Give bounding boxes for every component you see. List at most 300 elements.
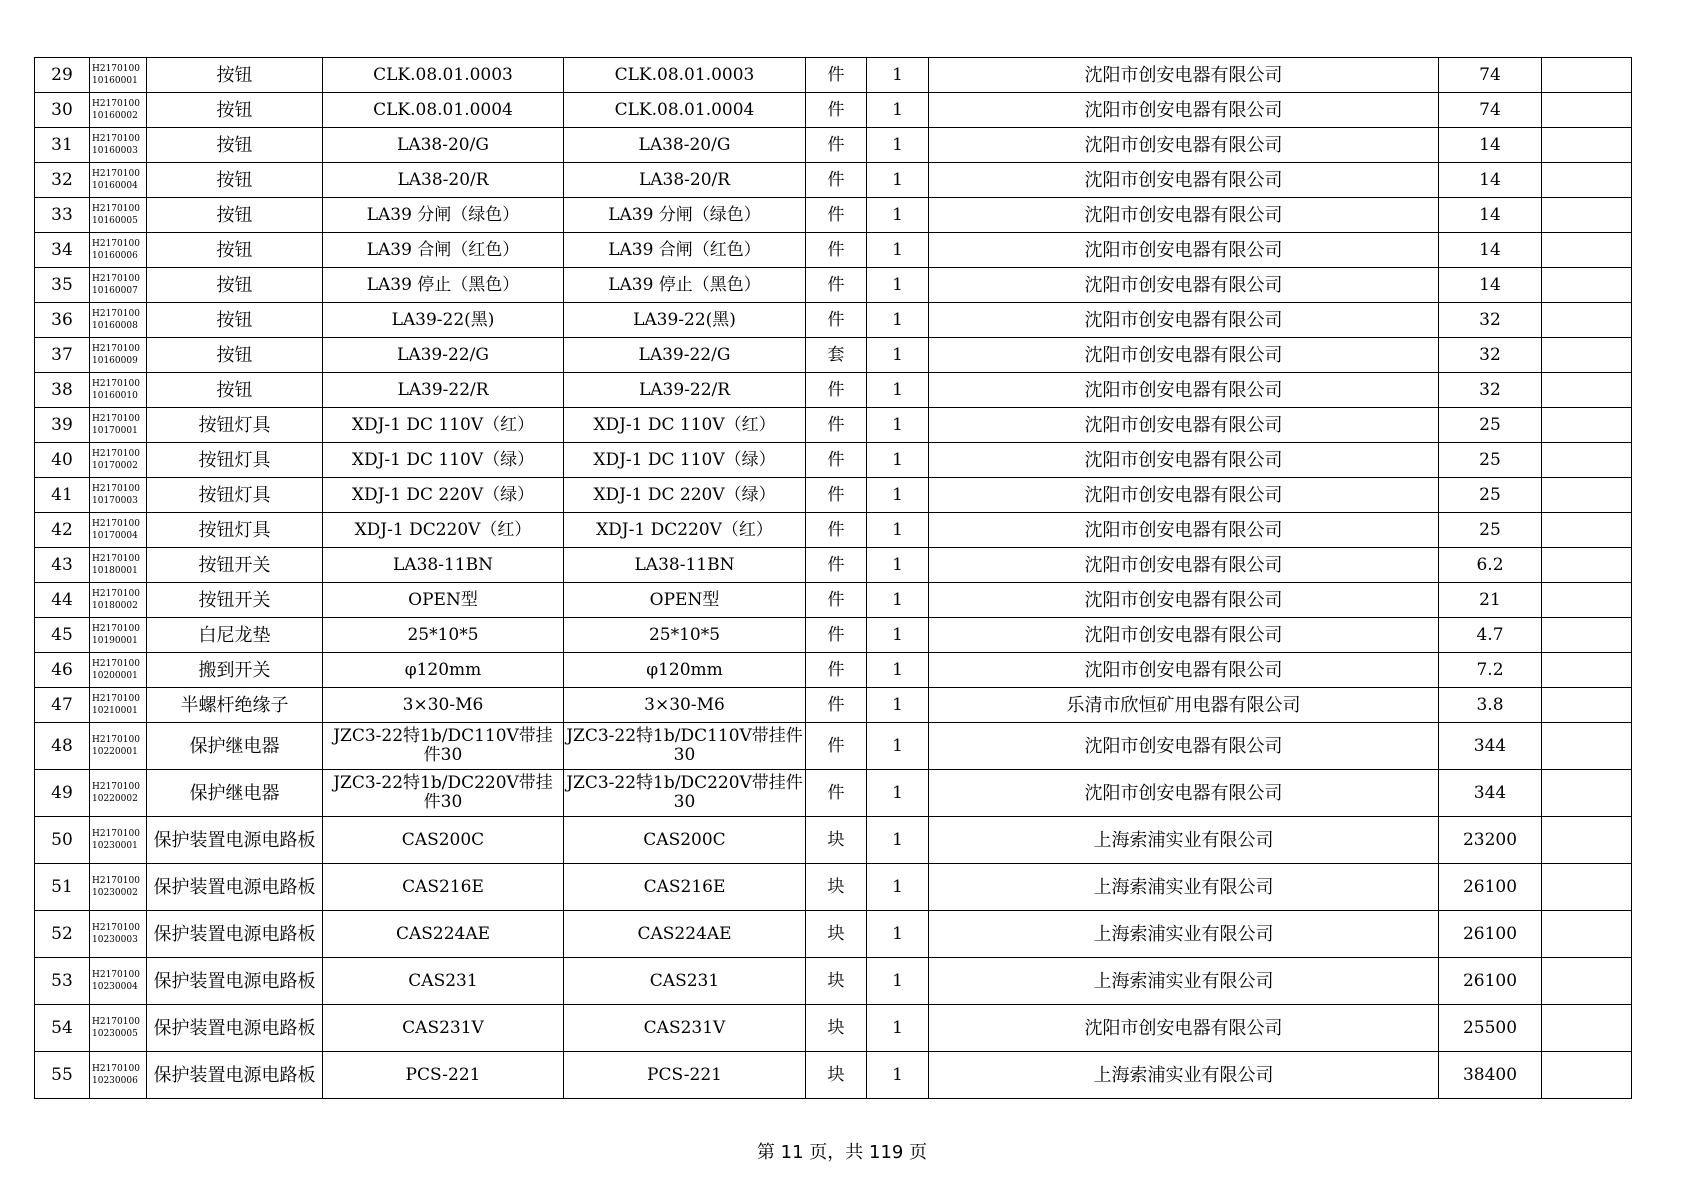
supplier-cell: 沈阳市创安电器有限公司 [929,513,1439,548]
table-row [35,1005,1632,1052]
row-number-cell: 34 [35,233,90,268]
material-code-cell: H2170100 10160009 [90,338,147,373]
remark-cell [1542,303,1632,338]
table-row [35,864,1632,911]
supplier-cell: 上海索浦实业有限公司 [929,1052,1439,1099]
quantity-cell: 1 [867,958,929,1005]
model-cell: CAS216E [564,864,806,911]
item-name-cell: 保护装置电源电路板 [147,1005,323,1052]
specification-cell: LA39-22/R [323,373,564,408]
quantity-cell: 1 [867,268,929,303]
material-code-cell: H2170100 10160002 [90,93,147,128]
specification-cell: CLK.08.01.0003 [323,58,564,93]
unit-cell: 块 [806,1052,867,1099]
remark-cell [1542,770,1632,817]
material-code-cell: H2170100 10190001 [90,618,147,653]
quantity-cell: 1 [867,688,929,723]
unit-cell: 件 [806,373,867,408]
unit-price-cell: 344 [1439,770,1542,817]
supplier-cell: 乐清市欣恒矿用电器有限公司 [929,688,1439,723]
specification-cell: CAS231V [323,1005,564,1052]
row-number-cell: 37 [35,338,90,373]
unit-cell: 件 [806,128,867,163]
remark-cell [1542,817,1632,864]
material-code-cell: H2170100 10180001 [90,548,147,583]
quantity-cell: 1 [867,817,929,864]
row-number-cell: 33 [35,198,90,233]
row-number-cell: 32 [35,163,90,198]
model-cell: XDJ-1 DC 110V（红） [564,408,806,443]
quantity-cell: 1 [867,478,929,513]
table-row [35,513,1632,548]
unit-price-cell: 25 [1439,513,1542,548]
row-number-cell: 39 [35,408,90,443]
supplier-cell: 沈阳市创安电器有限公司 [929,93,1439,128]
item-name-cell: 搬到开关 [147,653,323,688]
supplier-cell: 上海索浦实业有限公司 [929,817,1439,864]
item-name-cell: 保护装置电源电路板 [147,864,323,911]
supplier-cell: 沈阳市创安电器有限公司 [929,373,1439,408]
unit-cell: 块 [806,1005,867,1052]
table-row [35,770,1632,817]
specification-cell: CAS216E [323,864,564,911]
remark-cell [1542,1052,1632,1099]
table-row [35,373,1632,408]
unit-price-cell: 26100 [1439,958,1542,1005]
remark-cell [1542,373,1632,408]
row-number-cell: 51 [35,864,90,911]
table-row [35,163,1632,198]
model-cell: XDJ-1 DC220V（红） [564,513,806,548]
remark-cell [1542,618,1632,653]
unit-cell: 块 [806,911,867,958]
specification-cell: LA38-20/R [323,163,564,198]
row-number-cell: 43 [35,548,90,583]
table-row [35,303,1632,338]
quantity-cell: 1 [867,408,929,443]
table-row [35,233,1632,268]
row-number-cell: 31 [35,128,90,163]
specification-cell: JZC3-22特1b/DC110V带挂件30 [323,723,564,770]
quantity-cell: 1 [867,548,929,583]
remark-cell [1542,58,1632,93]
unit-cell: 件 [806,268,867,303]
model-cell: OPEN型 [564,583,806,618]
item-name-cell: 保护继电器 [147,770,323,817]
quantity-cell: 1 [867,443,929,478]
model-cell: CAS224AE [564,911,806,958]
material-code-cell: H2170100 10170004 [90,513,147,548]
remark-cell [1542,548,1632,583]
item-name-cell: 按钮开关 [147,548,323,583]
unit-price-cell: 14 [1439,163,1542,198]
model-cell: CLK.08.01.0004 [564,93,806,128]
item-name-cell: 半螺杆绝缘子 [147,688,323,723]
quantity-cell: 1 [867,583,929,618]
table-row [35,817,1632,864]
material-code-cell: H2170100 10230001 [90,817,147,864]
supplier-cell: 沈阳市创安电器有限公司 [929,268,1439,303]
material-code-cell: H2170100 10170002 [90,443,147,478]
supplier-cell: 沈阳市创安电器有限公司 [929,128,1439,163]
specification-cell: LA39-22(黑) [323,303,564,338]
unit-cell: 件 [806,408,867,443]
supplier-cell: 上海索浦实业有限公司 [929,958,1439,1005]
table-row [35,1052,1632,1099]
quantity-cell: 1 [867,198,929,233]
specification-cell: XDJ-1 DC 110V（绿） [323,443,564,478]
remark-cell [1542,653,1632,688]
specification-cell: LA38-11BN [323,548,564,583]
table-row [35,478,1632,513]
item-name-cell: 保护装置电源电路板 [147,1052,323,1099]
unit-price-cell: 25 [1439,443,1542,478]
remark-cell [1542,268,1632,303]
specification-cell: CAS231 [323,958,564,1005]
quantity-cell: 1 [867,58,929,93]
material-code-cell: H2170100 10220001 [90,723,147,770]
page-footer: 第 11 页，共 119 页 [756,1142,928,1163]
material-code-cell: H2170100 10230004 [90,958,147,1005]
supplier-cell: 上海索浦实业有限公司 [929,864,1439,911]
row-number-cell: 40 [35,443,90,478]
specification-cell: CLK.08.01.0004 [323,93,564,128]
material-code-cell: H2170100 10160008 [90,303,147,338]
unit-cell: 件 [806,303,867,338]
model-cell: XDJ-1 DC 220V（绿） [564,478,806,513]
specification-cell: CAS224AE [323,911,564,958]
material-code-cell: H2170100 10160004 [90,163,147,198]
material-code-cell: H2170100 10220002 [90,770,147,817]
remark-cell [1542,688,1632,723]
unit-price-cell: 38400 [1439,1052,1542,1099]
unit-price-cell: 25 [1439,478,1542,513]
supplier-cell: 沈阳市创安电器有限公司 [929,233,1439,268]
item-name-cell: 按钮 [147,233,323,268]
supplier-cell: 沈阳市创安电器有限公司 [929,303,1439,338]
row-number-cell: 46 [35,653,90,688]
specification-cell: XDJ-1 DC 220V（绿） [323,478,564,513]
item-name-cell: 按钮灯具 [147,408,323,443]
table-row [35,198,1632,233]
row-number-cell: 30 [35,93,90,128]
parts-price-table [34,57,1632,1099]
supplier-cell: 沈阳市创安电器有限公司 [929,653,1439,688]
item-name-cell: 白尼龙垫 [147,618,323,653]
unit-price-cell: 6.2 [1439,548,1542,583]
specification-cell: LA38-20/G [323,128,564,163]
row-number-cell: 29 [35,58,90,93]
unit-cell: 件 [806,618,867,653]
material-code-cell: H2170100 10160001 [90,58,147,93]
model-cell: XDJ-1 DC 110V（绿） [564,443,806,478]
supplier-cell: 沈阳市创安电器有限公司 [929,548,1439,583]
specification-cell: PCS-221 [323,1052,564,1099]
row-number-cell: 45 [35,618,90,653]
quantity-cell: 1 [867,128,929,163]
item-name-cell: 保护继电器 [147,723,323,770]
table-body [35,58,1632,1099]
material-code-cell: H2170100 10160010 [90,373,147,408]
unit-price-cell: 4.7 [1439,618,1542,653]
remark-cell [1542,93,1632,128]
supplier-cell: 沈阳市创安电器有限公司 [929,443,1439,478]
unit-price-cell: 25 [1439,408,1542,443]
unit-cell: 块 [806,817,867,864]
supplier-cell: 沈阳市创安电器有限公司 [929,58,1439,93]
model-cell: LA38-11BN [564,548,806,583]
quantity-cell: 1 [867,373,929,408]
unit-cell: 块 [806,864,867,911]
unit-cell: 件 [806,548,867,583]
table-row [35,583,1632,618]
model-cell: LA39-22/R [564,373,806,408]
table-row [35,58,1632,93]
model-cell: LA39 合闸（红色） [564,233,806,268]
unit-price-cell: 3.8 [1439,688,1542,723]
material-code-cell: H2170100 10230003 [90,911,147,958]
quantity-cell: 1 [867,163,929,198]
table-row [35,128,1632,163]
model-cell: CAS231V [564,1005,806,1052]
table-row [35,338,1632,373]
table-row [35,268,1632,303]
supplier-cell: 沈阳市创安电器有限公司 [929,478,1439,513]
unit-cell: 件 [806,93,867,128]
unit-price-cell: 32 [1439,373,1542,408]
unit-price-cell: 21 [1439,583,1542,618]
model-cell: LA38-20/R [564,163,806,198]
unit-price-cell: 23200 [1439,817,1542,864]
model-cell: CAS200C [564,817,806,864]
material-code-cell: H2170100 10160007 [90,268,147,303]
item-name-cell: 按钮 [147,128,323,163]
item-name-cell: 按钮灯具 [147,443,323,478]
item-name-cell: 按钮 [147,303,323,338]
row-number-cell: 41 [35,478,90,513]
material-code-cell: H2170100 10170001 [90,408,147,443]
unit-cell: 件 [806,513,867,548]
unit-cell: 块 [806,958,867,1005]
specification-cell: JZC3-22特1b/DC220V带挂件30 [323,770,564,817]
remark-cell [1542,583,1632,618]
item-name-cell: 保护装置电源电路板 [147,911,323,958]
remark-cell [1542,338,1632,373]
material-code-cell: H2170100 10160003 [90,128,147,163]
unit-cell: 件 [806,688,867,723]
remark-cell [1542,408,1632,443]
table-row [35,548,1632,583]
quantity-cell: 1 [867,233,929,268]
unit-cell: 件 [806,443,867,478]
material-code-cell: H2170100 10160006 [90,233,147,268]
specification-cell: 25*10*5 [323,618,564,653]
quantity-cell: 1 [867,513,929,548]
item-name-cell: 按钮 [147,338,323,373]
remark-cell [1542,958,1632,1005]
remark-cell [1542,1005,1632,1052]
unit-cell: 件 [806,163,867,198]
material-code-cell: H2170100 10230005 [90,1005,147,1052]
item-name-cell: 按钮 [147,373,323,408]
quantity-cell: 1 [867,653,929,688]
supplier-cell: 沈阳市创安电器有限公司 [929,338,1439,373]
row-number-cell: 42 [35,513,90,548]
specification-cell: LA39 停止（黑色） [323,268,564,303]
supplier-cell: 沈阳市创安电器有限公司 [929,408,1439,443]
unit-price-cell: 32 [1439,338,1542,373]
item-name-cell: 按钮 [147,198,323,233]
model-cell: PCS-221 [564,1052,806,1099]
unit-price-cell: 25500 [1439,1005,1542,1052]
unit-cell: 件 [806,233,867,268]
specification-cell: LA39 分闸（绿色） [323,198,564,233]
material-code-cell: H2170100 10230002 [90,864,147,911]
supplier-cell: 沈阳市创安电器有限公司 [929,723,1439,770]
row-number-cell: 38 [35,373,90,408]
unit-price-cell: 74 [1439,58,1542,93]
item-name-cell: 按钮开关 [147,583,323,618]
specification-cell: XDJ-1 DC 110V（红） [323,408,564,443]
item-name-cell: 保护装置电源电路板 [147,817,323,864]
quantity-cell: 1 [867,911,929,958]
item-name-cell: 按钮 [147,58,323,93]
model-cell: 25*10*5 [564,618,806,653]
table-row [35,958,1632,1005]
material-code-cell: H2170100 10170003 [90,478,147,513]
model-cell: CLK.08.01.0003 [564,58,806,93]
supplier-cell: 沈阳市创安电器有限公司 [929,770,1439,817]
quantity-cell: 1 [867,303,929,338]
unit-price-cell: 7.2 [1439,653,1542,688]
unit-price-cell: 14 [1439,128,1542,163]
material-code-cell: H2170100 10200001 [90,653,147,688]
table-row [35,93,1632,128]
material-code-cell: H2170100 10180002 [90,583,147,618]
model-cell: LA38-20/G [564,128,806,163]
row-number-cell: 44 [35,583,90,618]
supplier-cell: 沈阳市创安电器有限公司 [929,618,1439,653]
unit-price-cell: 26100 [1439,911,1542,958]
unit-cell: 套 [806,338,867,373]
unit-cell: 件 [806,583,867,618]
unit-cell: 件 [806,770,867,817]
table-row [35,443,1632,478]
unit-price-cell: 14 [1439,268,1542,303]
supplier-cell: 沈阳市创安电器有限公司 [929,1005,1439,1052]
quantity-cell: 1 [867,1005,929,1052]
remark-cell [1542,128,1632,163]
quantity-cell: 1 [867,770,929,817]
quantity-cell: 1 [867,93,929,128]
item-name-cell: 保护装置电源电路板 [147,958,323,1005]
unit-cell: 件 [806,198,867,233]
quantity-cell: 1 [867,864,929,911]
quantity-cell: 1 [867,723,929,770]
table-row [35,653,1632,688]
model-cell: φ120mm [564,653,806,688]
quantity-cell: 1 [867,338,929,373]
row-number-cell: 35 [35,268,90,303]
row-number-cell: 36 [35,303,90,338]
unit-price-cell: 344 [1439,723,1542,770]
unit-cell: 件 [806,653,867,688]
material-code-cell: H2170100 10210001 [90,688,147,723]
remark-cell [1542,443,1632,478]
remark-cell [1542,864,1632,911]
specification-cell: LA39-22/G [323,338,564,373]
supplier-cell: 沈阳市创安电器有限公司 [929,583,1439,618]
table-row [35,911,1632,958]
row-number-cell: 50 [35,817,90,864]
specification-cell: OPEN型 [323,583,564,618]
quantity-cell: 1 [867,1052,929,1099]
specification-cell: 3×30-M6 [323,688,564,723]
row-number-cell: 53 [35,958,90,1005]
remark-cell [1542,163,1632,198]
unit-price-cell: 74 [1439,93,1542,128]
row-number-cell: 47 [35,688,90,723]
remark-cell [1542,723,1632,770]
row-number-cell: 49 [35,770,90,817]
specification-cell: CAS200C [323,817,564,864]
model-cell: CAS231 [564,958,806,1005]
unit-price-cell: 26100 [1439,864,1542,911]
material-code-cell: H2170100 10230006 [90,1052,147,1099]
item-name-cell: 按钮灯具 [147,478,323,513]
model-cell: LA39-22(黑) [564,303,806,338]
table-row [35,408,1632,443]
material-code-cell: H2170100 10160005 [90,198,147,233]
row-number-cell: 48 [35,723,90,770]
remark-cell [1542,911,1632,958]
table-row [35,723,1632,770]
unit-cell: 件 [806,723,867,770]
model-cell: JZC3-22特1b/DC110V带挂件30 [564,723,806,770]
unit-price-cell: 32 [1439,303,1542,338]
row-number-cell: 55 [35,1052,90,1099]
model-cell: JZC3-22特1b/DC220V带挂件30 [564,770,806,817]
unit-price-cell: 14 [1439,233,1542,268]
model-cell: 3×30-M6 [564,688,806,723]
item-name-cell: 按钮灯具 [147,513,323,548]
supplier-cell: 沈阳市创安电器有限公司 [929,163,1439,198]
model-cell: LA39-22/G [564,338,806,373]
remark-cell [1542,198,1632,233]
table-row [35,618,1632,653]
specification-cell: XDJ-1 DC220V（红） [323,513,564,548]
specification-cell: φ120mm [323,653,564,688]
unit-cell: 件 [806,478,867,513]
supplier-cell: 上海索浦实业有限公司 [929,911,1439,958]
quantity-cell: 1 [867,618,929,653]
remark-cell [1542,233,1632,268]
table-row [35,688,1632,723]
row-number-cell: 52 [35,911,90,958]
model-cell: LA39 分闸（绿色） [564,198,806,233]
unit-cell: 件 [806,58,867,93]
item-name-cell: 按钮 [147,163,323,198]
supplier-cell: 沈阳市创安电器有限公司 [929,198,1439,233]
row-number-cell: 54 [35,1005,90,1052]
model-cell: LA39 停止（黑色） [564,268,806,303]
remark-cell [1542,513,1632,548]
specification-cell: LA39 合闸（红色） [323,233,564,268]
item-name-cell: 按钮 [147,93,323,128]
remark-cell [1542,478,1632,513]
unit-price-cell: 14 [1439,198,1542,233]
item-name-cell: 按钮 [147,268,323,303]
